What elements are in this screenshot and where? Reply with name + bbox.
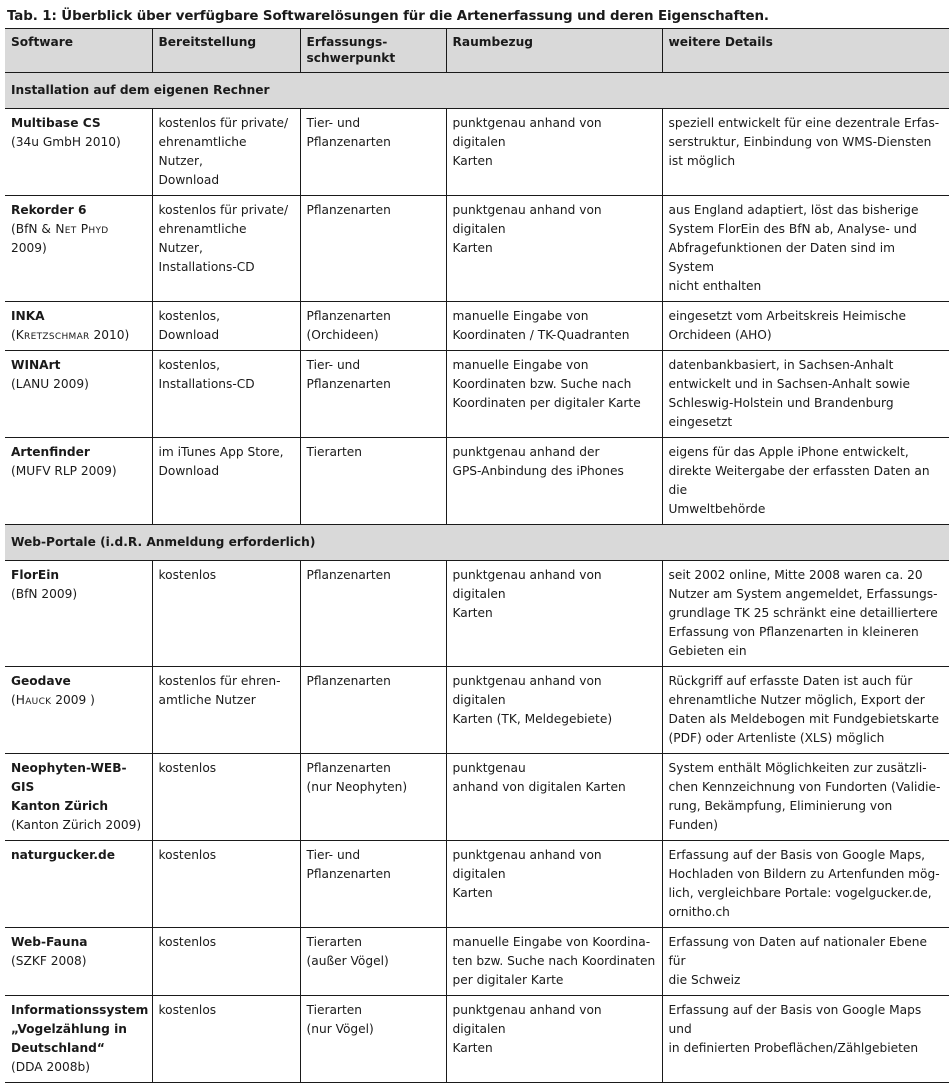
software-source (11, 375, 147, 394)
cell-text: grundlage TK 25 schränkt eine detailliertere (668, 606, 938, 620)
cell-text: kostenlos für private/ (158, 203, 289, 217)
cell-software (5, 841, 152, 928)
cell-text: (Orchideen) (306, 328, 379, 342)
cell-software (5, 561, 152, 667)
cell-schwerpunkt (300, 109, 446, 196)
software-source (11, 133, 147, 152)
software-name: Web-Fauna (11, 935, 88, 949)
cell-software (5, 928, 152, 996)
table-header (5, 29, 949, 73)
cell-text: ehrenamtliche Nutzer möglich, Export der (668, 693, 925, 707)
source-text: (BfN 2009) (11, 587, 78, 601)
cell-text: Pflanzenarten (306, 135, 391, 149)
source-text: 2010) (89, 328, 130, 342)
cell-schwerpunkt (300, 351, 446, 438)
cell-text: Hochladen von Bildern zu Artenfunden mög- (668, 867, 940, 881)
source-author: Kretzschmar (15, 328, 90, 342)
cell-text: Orchideen (AHO) (668, 328, 772, 342)
header-label: Raumbezug (452, 35, 533, 49)
source-text: (Kanton Zürich 2009) (11, 818, 142, 832)
cell-text: Erfassung auf der Basis von Google Maps und (668, 1003, 922, 1036)
cell-text: Installations-CD (158, 260, 255, 274)
cell-text: chen Kennzeichnung von Fundorten (Validie- (668, 780, 941, 794)
cell-text: kostenlos (158, 761, 217, 775)
cell-text: in definierten Probeflächen/Zählgebieten (668, 1041, 919, 1055)
header-raumbezug (446, 29, 662, 73)
table-row (5, 667, 949, 754)
cell-bereitstellung (152, 561, 300, 667)
cell-text: (PDF) oder Artenliste (XLS) möglich (668, 731, 885, 745)
cell-schwerpunkt (300, 667, 446, 754)
cell-text: anhand von digitalen Karten (452, 780, 626, 794)
software-source (11, 1058, 147, 1077)
cell-text: serstruktur, Einbindung von WMS-Diensten (668, 135, 932, 149)
section-title: Installation auf dem eigenen Rechner (5, 73, 949, 109)
source-text: (BfN (11, 222, 42, 236)
cell-schwerpunkt (300, 928, 446, 996)
cell-software (5, 996, 152, 1083)
software-name: „Vogelzählung in (11, 1022, 127, 1036)
software-name: naturgucker.de (11, 848, 115, 862)
cell-text: Tierarten (306, 935, 362, 949)
cell-text: nicht enthalten (668, 279, 762, 293)
cell-text: Karten (TK, Meldegebiete) (452, 712, 613, 726)
software-name: Kanton Zürich (11, 799, 109, 813)
cell-software (5, 438, 152, 525)
cell-details (662, 841, 949, 928)
cell-text: datenbankbasiert, in Sachsen-Anhalt (668, 358, 894, 372)
source-text: 2009 ) (51, 693, 95, 707)
cell-text: kostenlos für private/ (158, 116, 289, 130)
source-author: & Net Phyd (41, 222, 109, 236)
software-name: FlorEin (11, 568, 60, 582)
cell-text: kostenlos für ehren- (158, 674, 281, 688)
cell-text: Tier- und (306, 358, 361, 372)
cell-details (662, 754, 949, 841)
cell-text: System FlorEin des BfN ab, Analyse- und (668, 222, 917, 236)
software-name: Artenfinder (11, 445, 90, 459)
header-label: Erfassungs- (306, 35, 388, 49)
cell-text: Nutzer am System angemeldet, Erfassungs- (668, 587, 938, 601)
cell-text: kostenlos (158, 1003, 217, 1017)
cell-text: manuelle Eingabe von (452, 309, 589, 323)
cell-bereitstellung (152, 996, 300, 1083)
software-name: INKA (11, 309, 45, 323)
table-row (5, 754, 949, 841)
cell-text: Pflanzenarten (306, 309, 391, 323)
cell-text: Gebieten ein (668, 644, 747, 658)
header-label: weitere Details (668, 35, 773, 49)
cell-software (5, 302, 152, 351)
source-text: ( (11, 693, 16, 707)
cell-software (5, 109, 152, 196)
table-caption: Tab. 1: Überblick über verfügbare Softwarelösungen für die Artenerfassung und deren Eigenschaften. (7, 9, 769, 24)
header-label: schwerpunkt (306, 51, 396, 65)
cell-text: direkte Weitergabe der erfassten Daten an die (668, 464, 930, 497)
cell-text: Download (158, 173, 220, 187)
table-body (5, 73, 949, 1083)
table-row (5, 841, 949, 928)
cell-schwerpunkt (300, 302, 446, 351)
cell-text: kostenlos (158, 568, 217, 582)
cell-details (662, 667, 949, 754)
header-bereitstellung (152, 29, 300, 73)
cell-text: Karten (452, 606, 493, 620)
cell-details (662, 996, 949, 1083)
cell-details (662, 196, 949, 302)
software-source (11, 691, 147, 710)
cell-software (5, 667, 152, 754)
cell-schwerpunkt (300, 438, 446, 525)
header-weitere-details (662, 29, 949, 73)
source-text: ( (11, 328, 16, 342)
cell-text: (nur Neophyten) (306, 780, 408, 794)
cell-text: eingesetzt vom Arbeitskreis Heimische (668, 309, 907, 323)
cell-bereitstellung (152, 928, 300, 996)
cell-text: ehrenamtliche Nutzer, (158, 135, 247, 168)
software-name: Deutschland“ (11, 1041, 105, 1055)
cell-details (662, 302, 949, 351)
cell-text: Schleswig-Holstein und Brandenburg (668, 396, 894, 410)
cell-details (662, 109, 949, 196)
cell-text: per digitaler Karte (452, 973, 564, 987)
source-text: (DDA 2008b) (11, 1060, 91, 1074)
cell-text: ist möglich (668, 154, 736, 168)
cell-bereitstellung (152, 109, 300, 196)
cell-text: Daten als Meldebogen mit Fundgebietskarte (668, 712, 939, 726)
software-source (11, 952, 147, 971)
cell-text: Pflanzenarten (306, 674, 391, 688)
cell-raumbezug (446, 302, 662, 351)
cell-text: Erfassung von Pflanzenarten in kleineren (668, 625, 919, 639)
cell-text: manuelle Eingabe von Koordina- (452, 935, 651, 949)
cell-text: Erfassung auf der Basis von Google Maps, (668, 848, 926, 862)
header-row (5, 29, 949, 73)
cell-bereitstellung (152, 196, 300, 302)
cell-text: amtliche Nutzer (158, 693, 256, 707)
cell-text: manuelle Eingabe von (452, 358, 589, 372)
cell-schwerpunkt (300, 841, 446, 928)
cell-bereitstellung (152, 438, 300, 525)
cell-raumbezug (446, 841, 662, 928)
table-row (5, 351, 949, 438)
header-software (5, 29, 152, 73)
software-name: Neophyten-WEB-GIS (11, 761, 127, 794)
cell-text: Rückgriff auf erfasste Daten ist auch für (668, 674, 913, 688)
cell-bereitstellung (152, 754, 300, 841)
cell-software (5, 754, 152, 841)
cell-text: Tierarten (306, 1003, 362, 1017)
cell-text: Koordinaten bzw. Suche nach (452, 377, 632, 391)
cell-text: Pflanzenarten (306, 203, 391, 217)
cell-software (5, 196, 152, 302)
cell-bereitstellung (152, 841, 300, 928)
cell-text: seit 2002 online, Mitte 2008 waren ca. 20 (668, 568, 923, 582)
cell-text: Koordinaten per digitaler Karte (452, 396, 641, 410)
cell-text: Tier- und (306, 116, 361, 130)
cell-text: rung, Bekämpfung, Eliminierung von Funden) (668, 799, 893, 832)
cell-schwerpunkt (300, 561, 446, 667)
cell-schwerpunkt (300, 196, 446, 302)
table-row (5, 438, 949, 525)
source-text: (LANU 2009) (11, 377, 89, 391)
cell-text: kostenlos (158, 935, 217, 949)
cell-text: (außer Vögel) (306, 954, 389, 968)
source-text: 2009) (11, 241, 47, 255)
cell-text: (nur Vögel) (306, 1022, 374, 1036)
cell-text: punktgenau (452, 761, 526, 775)
cell-details (662, 438, 949, 525)
cell-text: kostenlos (158, 848, 217, 862)
cell-text: punktgenau anhand von digitalen (452, 1003, 602, 1036)
software-source (11, 462, 147, 481)
cell-text: Umweltbehörde (668, 502, 766, 516)
cell-text: Karten (452, 241, 493, 255)
software-name: Informationssystem (11, 1003, 149, 1017)
cell-text: punktgenau anhand von digitalen (452, 116, 602, 149)
cell-schwerpunkt (300, 996, 446, 1083)
cell-text: Erfassung von Daten auf nationaler Ebene für (668, 935, 928, 968)
source-text: (SZKF 2008) (11, 954, 87, 968)
cell-raumbezug (446, 754, 662, 841)
cell-text: punktgenau anhand von digitalen (452, 848, 602, 881)
cell-raumbezug (446, 667, 662, 754)
software-name: WINArt (11, 358, 61, 372)
cell-text: punktgenau anhand der (452, 445, 600, 459)
cell-text: Tierarten (306, 445, 362, 459)
cell-text: Pflanzenarten (306, 568, 391, 582)
cell-text: lich, vergleichbare Portale: vogelgucker.de, (668, 886, 932, 900)
table-row (5, 996, 949, 1083)
software-source (11, 816, 147, 835)
cell-text: eingesetzt (668, 415, 733, 429)
cell-raumbezug (446, 351, 662, 438)
software-name: Rekorder 6 (11, 203, 87, 217)
cell-text: ehrenamtliche Nutzer, (158, 222, 247, 255)
cell-text: aus England adaptiert, löst das bisherige (668, 203, 919, 217)
cell-raumbezug (446, 196, 662, 302)
cell-text: punktgenau anhand von digitalen (452, 568, 602, 601)
cell-text: die Schweiz (668, 973, 741, 987)
cell-text: Pflanzenarten (306, 867, 391, 881)
software-name: Multibase CS (11, 116, 101, 130)
software-name: Geodave (11, 674, 71, 688)
software-source (11, 326, 147, 345)
cell-text: im iTunes App Store, (158, 445, 284, 459)
cell-text: punktgenau anhand von digitalen (452, 674, 602, 707)
source-text: (34u GmbH 2010) (11, 135, 121, 149)
section-row (5, 525, 949, 561)
source-text: (MUFV RLP 2009) (11, 464, 117, 478)
cell-raumbezug (446, 928, 662, 996)
cell-schwerpunkt (300, 754, 446, 841)
cell-raumbezug (446, 996, 662, 1083)
source-author: Hauck (15, 693, 52, 707)
cell-text: Download (158, 328, 220, 342)
cell-text: Download (158, 464, 220, 478)
cell-text: System enthält Möglichkeiten zur zusätzli- (668, 761, 927, 775)
cell-text: Pflanzenarten (306, 377, 391, 391)
table-row (5, 928, 949, 996)
cell-text: Tier- und (306, 848, 361, 862)
cell-bereitstellung (152, 351, 300, 438)
cell-text: kostenlos, (158, 358, 220, 372)
cell-text: GPS-Anbindung des iPhones (452, 464, 624, 478)
cell-software (5, 351, 152, 438)
software-source (11, 220, 147, 258)
cell-details (662, 561, 949, 667)
section-title: Web-Portale (i.d.R. Anmeldung erforderlich) (5, 525, 949, 561)
cell-text: punktgenau anhand von digitalen (452, 203, 602, 236)
table-row (5, 196, 949, 302)
cell-text: ornitho.ch (668, 905, 730, 919)
cell-text: entwickelt und in Sachsen-Anhalt sowie (668, 377, 911, 391)
header-label: Bereitstellung (158, 35, 257, 49)
cell-text: Pflanzenarten (306, 761, 391, 775)
table-row (5, 109, 949, 196)
cell-raumbezug (446, 109, 662, 196)
table-row (5, 302, 949, 351)
cell-bereitstellung (152, 302, 300, 351)
cell-text: Karten (452, 1041, 493, 1055)
cell-text: Karten (452, 154, 493, 168)
cell-raumbezug (446, 561, 662, 667)
cell-text: speziell entwickelt für eine dezentrale Erfas- (668, 116, 940, 130)
cell-text: Abfragefunktionen der Daten sind im System (668, 241, 895, 274)
cell-raumbezug (446, 438, 662, 525)
software-table (5, 28, 949, 1083)
cell-text: ten bzw. Suche nach Koordinaten (452, 954, 656, 968)
cell-bereitstellung (152, 667, 300, 754)
software-source (11, 585, 147, 604)
cell-text: Koordinaten / TK-Quadranten (452, 328, 630, 342)
header-label: Software (11, 35, 74, 49)
cell-details (662, 351, 949, 438)
cell-text: eigens für das Apple iPhone entwickelt, (668, 445, 909, 459)
cell-details (662, 928, 949, 996)
table-row (5, 561, 949, 667)
cell-text: Installations-CD (158, 377, 255, 391)
section-row (5, 73, 949, 109)
cell-text: kostenlos, (158, 309, 220, 323)
cell-text: Karten (452, 886, 493, 900)
header-erfassungsschwerpunkt (300, 29, 446, 73)
